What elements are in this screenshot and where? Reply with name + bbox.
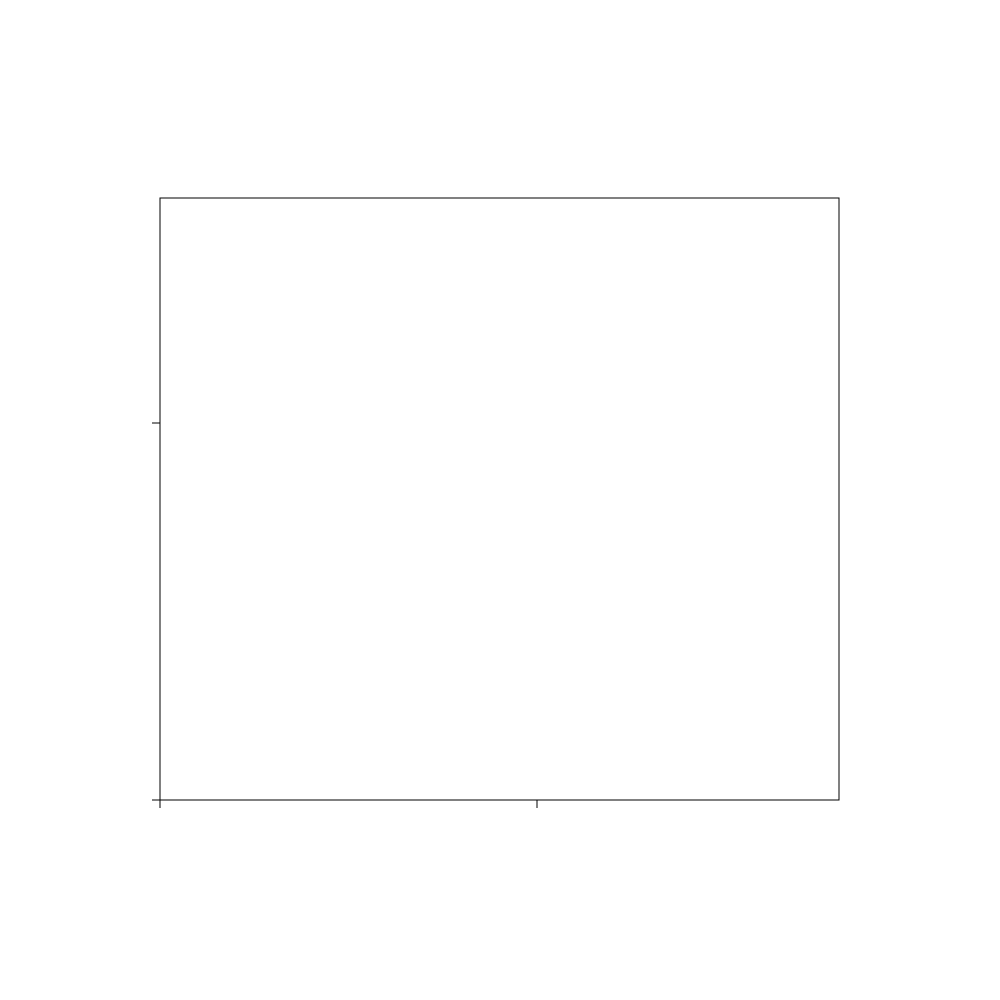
map-background xyxy=(160,198,839,800)
